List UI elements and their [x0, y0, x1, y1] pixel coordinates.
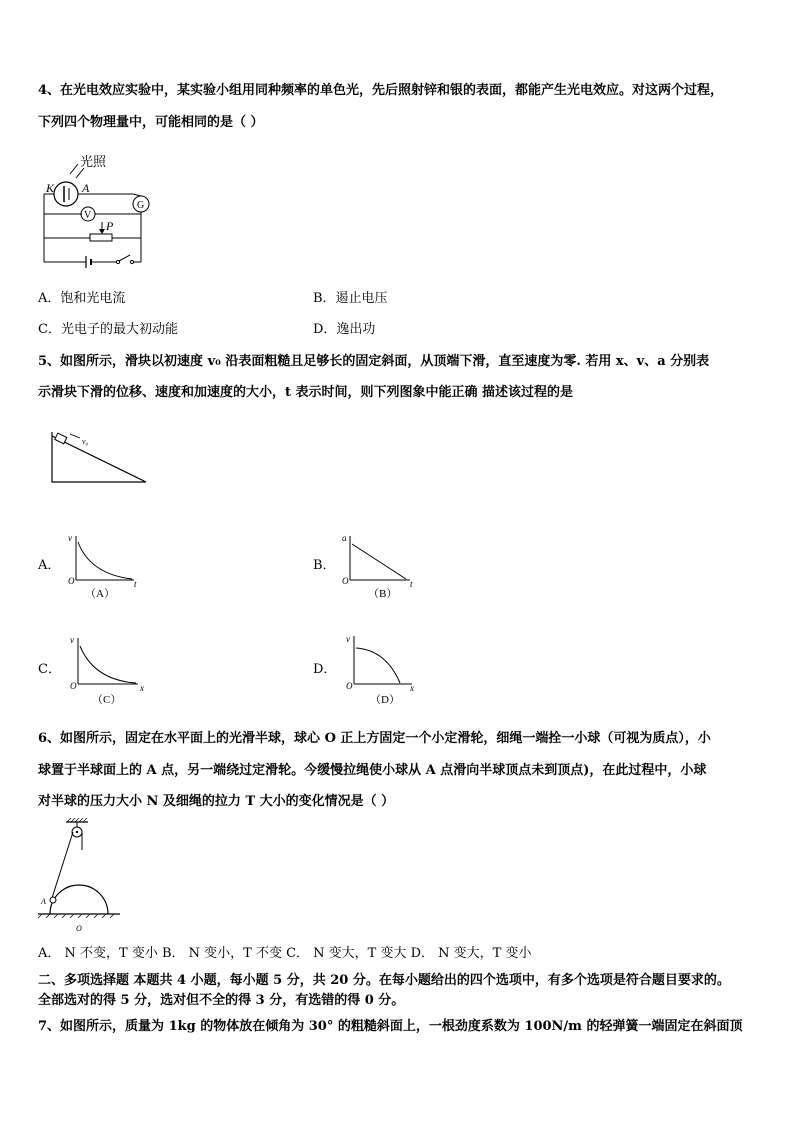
q5-option-a-letter: A．	[38, 558, 61, 573]
q5-text-line1: 5、如图所示，滑块以初速度 v₀ 沿表面粗糙且足够长的固定斜面，从顶端下滑，直至速度为零. 若用 x、v、a 分别表	[38, 354, 710, 369]
label-K: K	[46, 181, 55, 195]
svg-text:O: O	[76, 924, 82, 933]
q5-option-c-letter: C．	[38, 662, 61, 677]
svg-text:O: O	[346, 681, 353, 691]
rheostat-icon	[90, 234, 112, 241]
q4-option-c: C．光电子的最大初动能	[38, 322, 178, 337]
graph-c-caption: （C）	[92, 694, 122, 706]
hemisphere-pulley-figure	[36, 818, 126, 936]
graph-c	[64, 634, 154, 696]
small-ball	[50, 897, 56, 903]
svg-text:x: x	[410, 683, 414, 693]
svg-text:x: x	[140, 683, 144, 693]
graph-a-caption: （A）	[85, 588, 115, 600]
q5-text-line2: 示滑块下滑的位移、速度和加速度的大小，t 表示时间，则下列图象中能正确 描述该过程的是	[38, 385, 574, 400]
graph-b-caption: （B）	[368, 588, 398, 600]
svg-text:O: O	[68, 576, 75, 586]
q6-options: A． N 不变，T 变小 B． N 变小，T 不变 C． N 变大，T 变大 D． N 变大，T 变小	[38, 946, 532, 961]
label-A: A	[82, 181, 90, 195]
svg-text:V: V	[84, 210, 92, 221]
q5-option-b-letter: B．	[313, 558, 336, 573]
svg-text:v: v	[68, 533, 72, 543]
section2-line2: 全部选对的得 5 分，选对但不全的得 3 分，有选错的得 0 分。	[38, 993, 405, 1008]
q5-option-d-letter: D．	[313, 662, 337, 677]
photoelectric-circuit-figure	[38, 150, 158, 270]
hemisphere	[50, 885, 108, 914]
q6-text-line2: 球置于半球面上的 A 点，另一端绕过定滑轮。今缓慢拉绳使小球从 A 点滑向半球顶点未到顶点)，在此过程中，小球	[38, 763, 707, 778]
svg-text:a: a	[342, 533, 347, 543]
q7-text-line1: 7、如图所示，质量为 1kg 的物体放在倾角为 30° 的粗糙斜面上，一根劲度系数为 100N/m 的轻弹簧一端固定在斜面顶	[38, 1019, 743, 1034]
svg-text:A: A	[41, 897, 46, 906]
svg-text:t: t	[134, 579, 137, 589]
switch-icon	[119, 255, 130, 261]
svg-text:v: v	[346, 634, 350, 644]
svg-text:O: O	[70, 681, 77, 691]
q6-text-line3: 对半球的压力大小 N 及细绳的拉力 T 大小的变化情况是（ ）	[38, 794, 395, 809]
svg-text:v: v	[70, 635, 74, 645]
section2-line1: 二、多项选择题 本题共 4 小题，每小题 5 分，共 20 分。在每小题给出的四个选项中，有多个选项是符合题目要求的。	[38, 973, 730, 988]
graph-d-caption: （D）	[370, 694, 400, 706]
svg-text:P: P	[106, 219, 114, 233]
q4-text-line2: 下列四个物理量中，可能相同的是（ ）	[38, 115, 264, 130]
light-label: 光照	[80, 154, 107, 169]
svg-text:t: t	[410, 579, 413, 589]
q4-option-a: A．饱和光电流	[38, 291, 126, 306]
slider-block	[55, 433, 67, 444]
q4-option-d: D．逸出功	[313, 322, 376, 337]
graph-d	[340, 632, 430, 694]
incline-figure	[48, 428, 152, 486]
svg-text:O: O	[342, 576, 349, 586]
q4-text-line1: 4、在光电效应实验中，某实验小组用同种频率的单色光，先后照射锌和银的表面，都能产生光电效应。对这两个过程，	[38, 83, 724, 98]
q6-text-line1: 6、如图所示，固定在水平面上的光滑半球，球心 O 正上方固定一个小定滑轮，细绳一端拴一小球（可视为质点），小	[38, 731, 711, 746]
v0-label: v₀	[82, 437, 89, 446]
q4-option-b: B．遏止电压	[313, 291, 388, 306]
phototube-icon	[54, 182, 78, 206]
svg-text:G: G	[137, 200, 145, 211]
